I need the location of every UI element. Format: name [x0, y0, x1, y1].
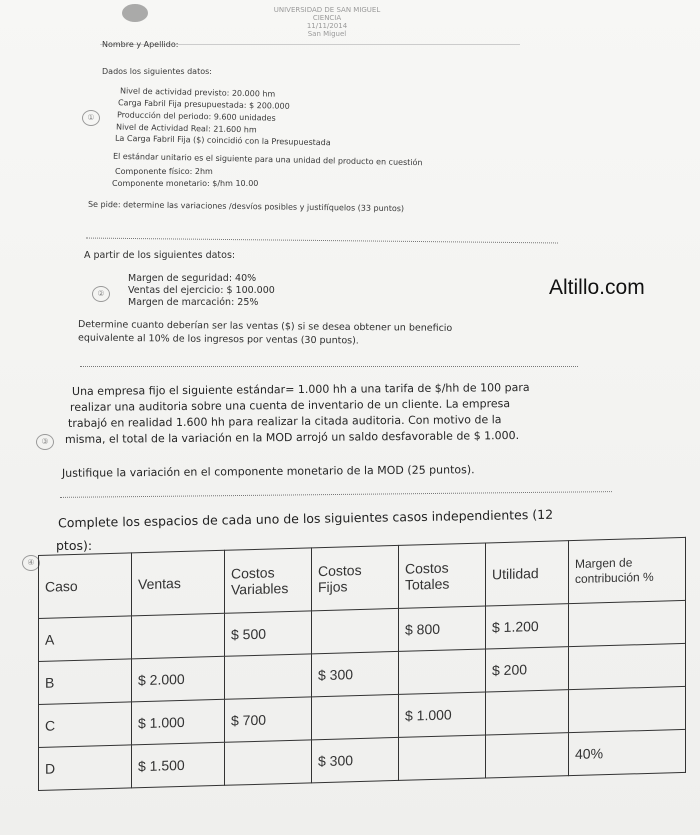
q3-answer-line — [60, 491, 612, 498]
cell-costos-totales[interactable] — [399, 649, 486, 694]
q2-line: Margen de seguridad: 40% — [128, 273, 257, 284]
q2-ask: Determine cuanto deberían ser las ventas ($) si se desea obtener un beneficio — [77, 319, 453, 334]
cell-costos-fijos[interactable] — [312, 608, 399, 653]
cell-margen[interactable] — [569, 600, 686, 646]
cell-utilidad[interactable]: $ 200 — [486, 647, 569, 692]
name-label: Nombre y Apellido: — [102, 40, 179, 49]
q1-line: Nivel de Actividad Real: 21.600 hm — [115, 122, 257, 135]
university-name: UNIVERSIDAD DE SAN MIGUEL — [273, 6, 381, 14]
header-place: San Miguel — [307, 30, 347, 38]
header-ventas: Ventas — [132, 550, 225, 616]
cell-costos-variables[interactable]: $ 500 — [225, 611, 312, 656]
cell-caso: C — [39, 702, 132, 748]
q3-mark: ③ — [36, 434, 54, 450]
q2-mark: ② — [92, 286, 110, 302]
cell-margen[interactable] — [569, 686, 686, 732]
cell-costos-variables[interactable]: $ 700 — [225, 697, 312, 742]
q3-ask: Justifique la variación en el componente monetario de la MOD (25 puntos). — [61, 463, 475, 480]
cell-utilidad[interactable] — [486, 690, 569, 735]
cell-margen[interactable] — [569, 643, 686, 689]
cell-costos-totales[interactable]: $ 800 — [399, 606, 486, 651]
header-costos-variables: Costos Variables — [225, 548, 312, 613]
q1-mark: ① — [82, 110, 100, 126]
q2-line: Ventas del ejercicio: $ 100.000 — [128, 285, 275, 296]
header-costos-fijos: Costos Fijos — [312, 545, 399, 610]
header-caso: Caso — [39, 553, 132, 619]
cell-caso: D — [39, 745, 132, 791]
q2-answer-line — [80, 366, 578, 367]
header-date: 11/11/2014 — [306, 22, 348, 30]
cell-ventas[interactable]: $ 1.000 — [132, 699, 225, 745]
cell-ventas[interactable]: $ 1.500 — [132, 742, 225, 788]
header-costos-totales: Costos Totales — [399, 543, 486, 608]
cell-costos-fijos[interactable] — [312, 694, 399, 739]
q3-line: realizar una auditoria sobre una cuenta de inventario de un cliente. La empresa — [69, 397, 511, 414]
cell-margen[interactable]: 40% — [569, 729, 686, 775]
header-sub: CIENCIA — [312, 14, 342, 22]
q3-line: misma, el total de la variación en la MOD arrojó un saldo desfavorable de $ 1.000. — [64, 429, 520, 446]
q1-intro: Dados los siguientes datos: — [102, 67, 212, 76]
q1-line: Producción del periodo: 9.600 unidades — [116, 110, 276, 123]
q2-line: Margen de marcación: 25% — [128, 297, 259, 308]
cell-ventas[interactable]: $ 2.000 — [132, 656, 225, 702]
q2-intro: A partir de los siguientes datos: — [84, 250, 236, 261]
cell-costos-totales[interactable] — [399, 735, 486, 780]
q1-line: La Carga Fabril Fija ($) coincidió con la Presupuestada — [114, 133, 331, 148]
q4-mark: ④ — [22, 555, 40, 571]
q4-ask: Complete los espacios de cada uno de los siguientes casos independientes (12 — [57, 506, 554, 531]
university-logo-icon — [122, 4, 148, 22]
q1-line: Carga Fabril Fija presupuestada: $ 200.000 — [117, 98, 290, 111]
cell-costos-totales[interactable]: $ 1.000 — [399, 692, 486, 737]
q2-ask: equivalente al 10% de los ingresos por ventas (30 puntos). — [77, 332, 359, 347]
q4-ask: ptos): — [56, 538, 93, 553]
cell-caso: B — [39, 659, 132, 705]
cell-caso: A — [39, 616, 132, 662]
q1-std-intro: El estándar unitario es el siguiente para una unidad del producto en cuestión — [112, 151, 423, 168]
cell-utilidad[interactable] — [486, 733, 569, 778]
header-margen-contribucion: Margen de contribución % — [569, 537, 686, 603]
cell-costos-variables[interactable] — [225, 740, 312, 785]
q1-answer-line — [86, 238, 558, 244]
watermark-text: Altillo.com — [549, 276, 645, 299]
q1-std-line: Componente físico: 2hm — [115, 167, 213, 176]
cell-ventas[interactable] — [132, 613, 225, 659]
cell-costos-fijos[interactable]: $ 300 — [312, 651, 399, 696]
cell-utilidad[interactable]: $ 1.200 — [486, 604, 569, 649]
q1-std-line: Componente monetario: $/hm 10.00 — [112, 179, 259, 188]
header-utilidad: Utilidad — [486, 541, 569, 606]
q3-line: trabajó en realidad 1.600 hh para realizar la citada auditoria. Con motivo de la — [67, 413, 502, 430]
q1-ask: Se pide: determine las variaciones /desvíos posibles y justifíquelos (33 puntos) — [87, 199, 405, 214]
q3-line: Una empresa fijo el siguiente estándar= 1.000 hh a una tarifa de $/hh de 100 para — [71, 381, 530, 398]
cell-costos-variables[interactable] — [225, 654, 312, 699]
university-header — [232, 6, 422, 38]
cases-table — [38, 537, 686, 791]
cell-costos-fijos[interactable]: $ 300 — [312, 737, 399, 782]
q1-line: Nivel de actividad previsto: 20.000 hm — [119, 86, 276, 99]
